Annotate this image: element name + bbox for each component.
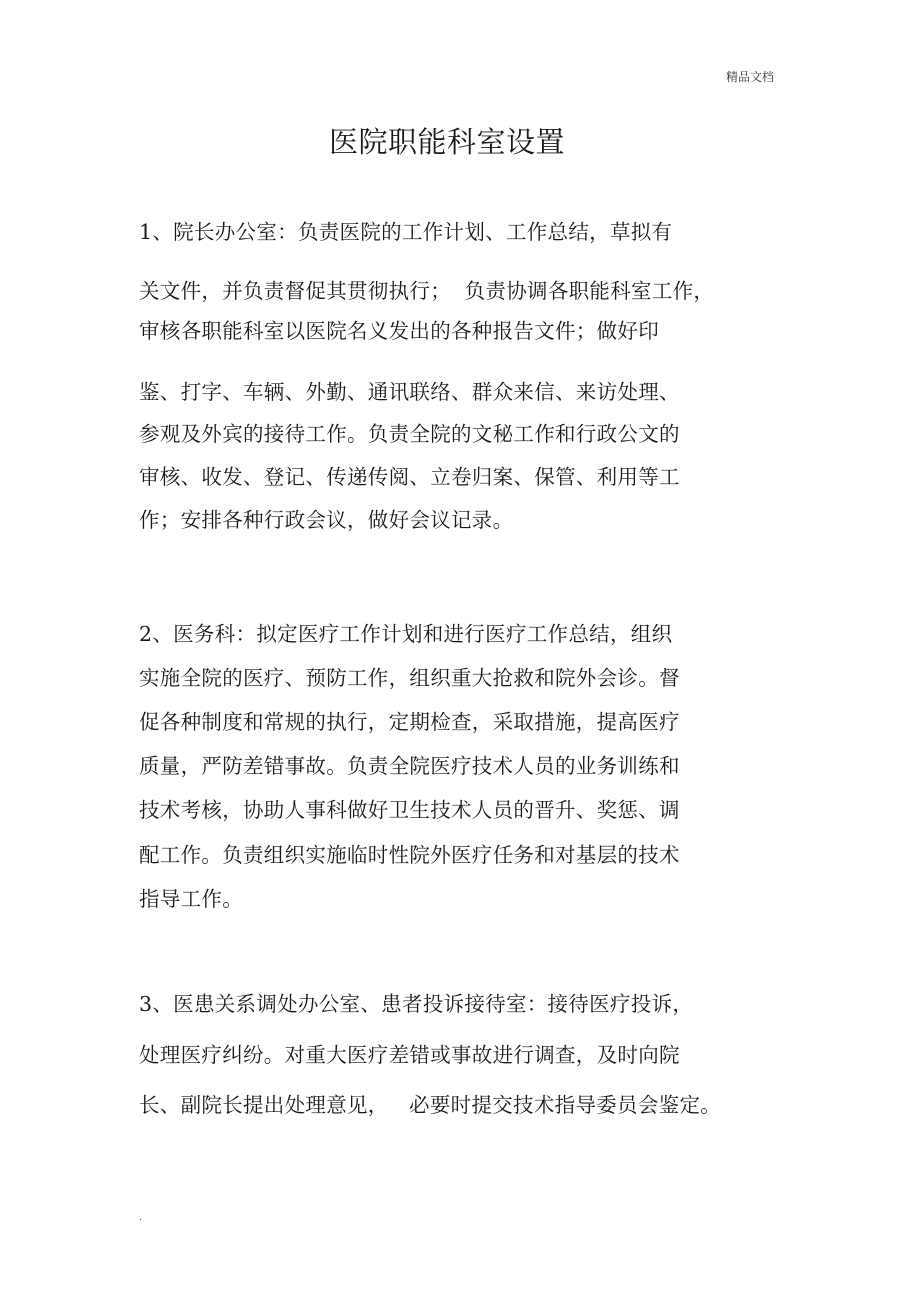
paragraph-line: 鉴、打字、车辆、外勤、通讯联络、群众来信、来访处理、: [139, 380, 680, 404]
paragraph-line: 2、医务科：拟定医疗工作计划和进行医疗工作总结，组织: [139, 622, 673, 646]
page-title: 医院职能科室设置: [328, 125, 565, 159]
paragraph-line: 参观及外宾的接待工作。负责全院的文秘工作和行政公文的: [139, 422, 680, 446]
paragraph-line: 长、副院长提出处理意见， 必要时提交技术指导委员会鉴定。: [139, 1093, 722, 1117]
footer-mark: .: [139, 1212, 143, 1223]
paragraph-line: 促各种制度和常规的执行，定期检查，采取措施，提高医疗: [139, 710, 680, 734]
header-tag: 精品文档: [726, 70, 775, 84]
paragraph-line: 审核、收发、登记、传递传阅、立卷归案、保管、利用等工: [139, 465, 680, 489]
paragraph-line: 指导工作。: [139, 887, 243, 911]
paragraph-line: 1、院长办公室：负责医院的工作计划、工作总结，草拟有: [139, 220, 673, 244]
paragraph-line: 技术考核，协助人事科做好卫生技术人员的晋升、奖惩、调: [139, 798, 680, 822]
paragraph-line: 关文件，并负责督促其贯彻执行； 负责协调各职能科室工作，: [139, 279, 715, 303]
paragraph-line: 实施全院的医疗、预防工作，组织重大抢救和院外会诊。督: [139, 666, 680, 690]
paragraph-line: 审核各职能科室以医院名义发出的各种报告文件；做好印: [139, 319, 659, 343]
paragraph-line: 3、医患关系调处办公室、患者投诉接待室：接待医疗投诉，: [139, 992, 694, 1016]
paragraph-line: 配工作。负责组织实施临时性院外医疗任务和对基层的技术: [139, 843, 680, 867]
paragraph-line: 处理医疗纠纷。对重大医疗差错或事故进行调查，及时向院: [139, 1043, 680, 1067]
paragraph-line: 作；安排各种行政会议，做好会议记录。: [139, 508, 514, 532]
paragraph-line: 质量，严防差错事故。负责全院医疗技术人员的业务训练和: [139, 754, 680, 778]
